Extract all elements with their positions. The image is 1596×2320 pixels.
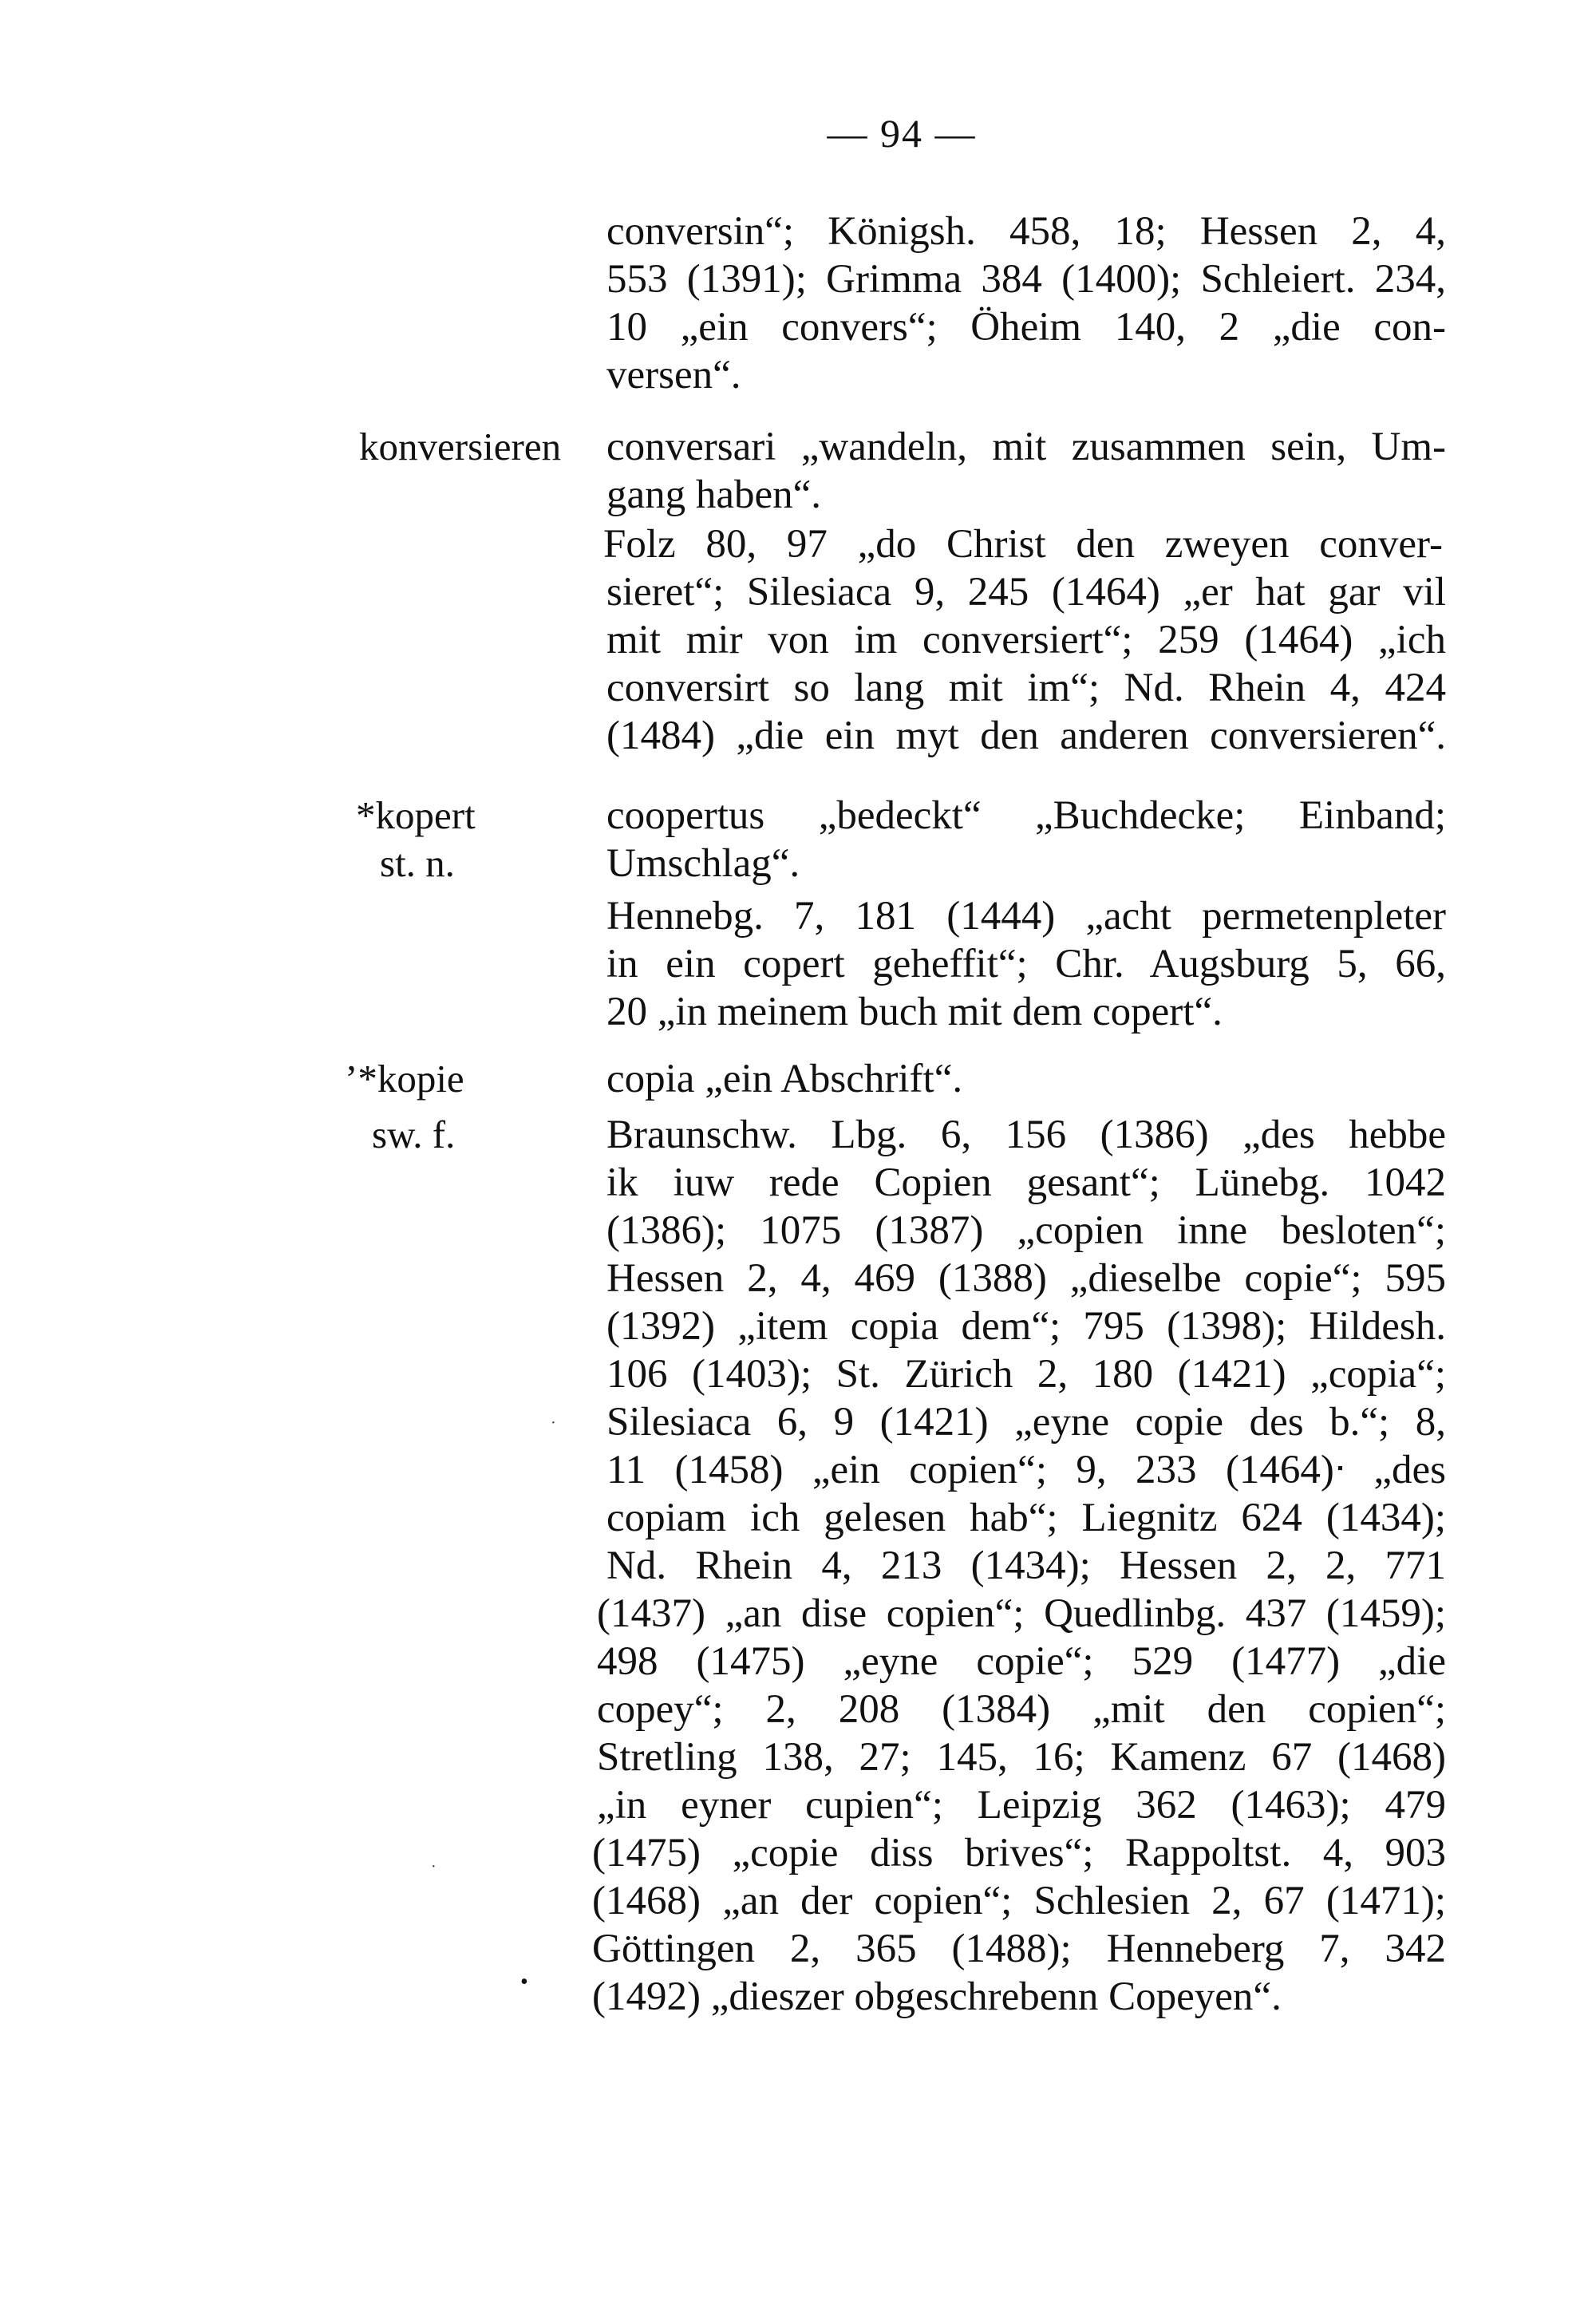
entry-line: Silesiaca 6, 9 (1421) „eyne copie des b.“; 8, <box>606 1400 1446 1445</box>
entry-line: mit mir von im conversiert“; 259 (1464) „ich <box>606 618 1446 662</box>
entry-line: copiam ich gelesen hab“; Liegnitz 624 (1434); <box>606 1496 1446 1540</box>
entry-line: Folz 80, 97 „do Christ den zweyen conver- <box>603 522 1443 567</box>
scan-speck-mark: · <box>431 1858 437 1875</box>
entry-line: Umschlag“. <box>606 841 800 886</box>
entry-line: (1492) „dieszer obgeschrebenn Copeyen“. <box>592 1974 1282 2019</box>
entry-line: 553 (1391); Grimma 384 (1400); Schleiert. 234, <box>606 257 1446 302</box>
entry-line: conversirt so lang mit im“; Nd. Rhein 4, 424 <box>606 666 1446 710</box>
entry-line: Göttingen 2, 365 (1488); Henneberg 7, 342 <box>592 1927 1446 1971</box>
entry-line: gang haben“. <box>606 472 822 517</box>
entry-line: Hessen 2, 4, 469 (1388) „dieselbe copie“; 595 <box>606 1256 1446 1301</box>
lemma: *kopert <box>356 793 476 837</box>
entry-line: (1484) „die ein myt den anderen conversieren“. <box>606 713 1446 758</box>
grammar-label: st. n. <box>380 841 455 885</box>
entry-line: coopertus „bedeckt“ „Buchdecke; Einband; <box>606 793 1446 838</box>
entry-line: versen“. <box>606 353 741 397</box>
entry-line: (1437) „an dise copien“; Quedlinbg. 437 (1459); <box>597 1591 1446 1636</box>
entry-line: in ein copert geheffit“; Chr. Augsburg 5, 66, <box>606 942 1446 986</box>
entry-line: 498 (1475) „eyne copie“; 529 (1477) „die <box>597 1639 1446 1684</box>
entry-line: (1468) „an der copien“; Schlesien 2, 67 (1471); <box>592 1879 1446 1923</box>
entry-line: (1386); 1075 (1387) „copien inne besloten“; <box>606 1208 1446 1253</box>
entry-line: 10 „ein convers“; Öheim 140, 2 „die con- <box>606 305 1446 350</box>
page-number: — 94 — <box>827 111 977 156</box>
entry-line: 11 (1458) „ein copien“; 9, 233 (1464)ᐧ „des <box>606 1448 1446 1492</box>
entry-line: 20 „in meinem buch mit dem copert“. <box>606 990 1223 1034</box>
entry-line: conversin“; Königsh. 458, 18; Hessen 2, 4, <box>606 209 1446 254</box>
grammar-label: sw. f. <box>372 1113 456 1156</box>
entry-line: ik iuw rede Copien gesant“; Lünebg. 1042 <box>606 1160 1446 1205</box>
entry-line: copia „ein Abschrift“. <box>606 1057 963 1101</box>
entry-line: Nd. Rhein 4, 213 (1434); Hessen 2, 2, 771 <box>606 1543 1446 1588</box>
scan-speck-mark: · <box>551 1414 556 1432</box>
entry-line: Braunschw. Lbg. 6, 156 (1386) „des hebbe <box>606 1113 1446 1157</box>
entry-line: (1475) „copie diss brives“; Rappoltst. 4, 903 <box>592 1831 1446 1875</box>
entry-line: 106 (1403); St. Zürich 2, 180 (1421) „copia“; <box>606 1352 1446 1397</box>
entry-line: „in eyner cupien“; Leipzig 362 (1463); 479 <box>597 1783 1446 1828</box>
lemma: konversieren <box>359 425 562 468</box>
scan-dot-mark: • <box>520 1970 528 1994</box>
entry-line: sieret“; Silesiaca 9, 245 (1464) „er hat gar vil <box>606 570 1446 615</box>
entry-line: conversari „wandeln, mit zusammen sein, Um- <box>606 425 1446 469</box>
entry-line: Hennebg. 7, 181 (1444) „acht permetenpleter <box>606 894 1446 939</box>
lemma: ’*kopie <box>345 1057 464 1101</box>
entry-line: copey“; 2, 208 (1384) „mit den copien“; <box>597 1687 1446 1732</box>
entry-line: (1392) „item copia dem“; 795 (1398); Hildesh. <box>606 1304 1446 1349</box>
entry-line: Stretling 138, 27; 145, 16; Kamenz 67 (1468) <box>597 1735 1446 1780</box>
